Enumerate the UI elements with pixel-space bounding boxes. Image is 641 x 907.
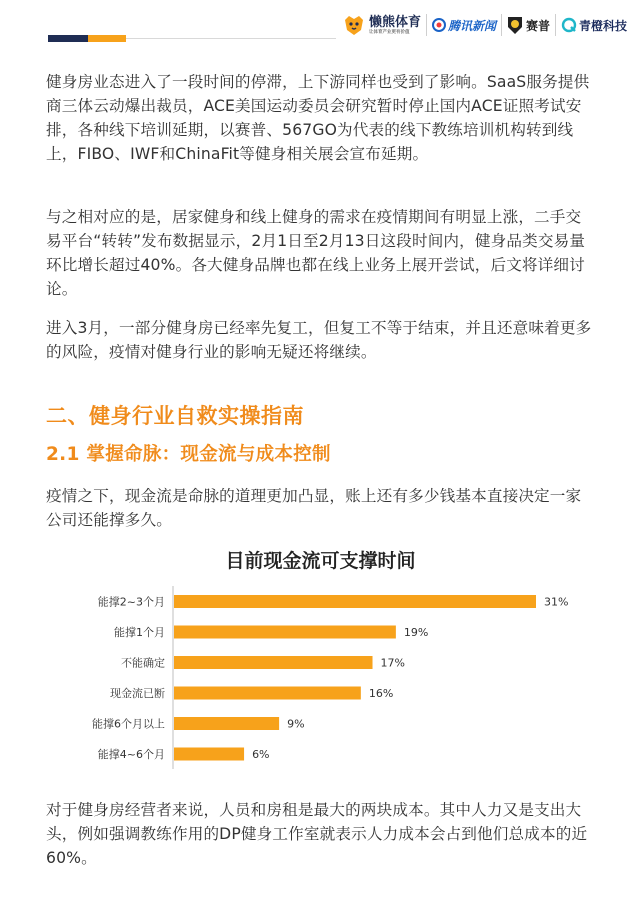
chart-value-label: 16% [368,687,394,700]
saipu-logo [507,15,550,35]
bar-chart-plot [0,580,641,775]
qingcheng-logo-name: 青橙科技 [579,18,628,33]
subsection-heading-cash-flow: 2.1 掌握命脉：现金流与成本控制 [46,444,331,465]
chart-bar [174,748,244,761]
cash-flow-chart [0,540,641,780]
chart-value-label: 6% [252,748,270,761]
qingcheng-logo [561,17,627,34]
chart-bar [174,717,279,730]
paragraph-cash-flow-lifeline: 疫情之下，现金流是命脉的道理更加凸显，账上还有多少钱基本直接决定一家公司还能撑多久。 [46,487,582,529]
chart-value-label: 31% [544,595,569,609]
logo-divider [426,14,427,36]
chart-value-label: 17% [380,656,405,670]
bear-icon [342,13,366,37]
lanxiong-logo [342,13,421,37]
chart-bar [174,656,373,669]
chart-bar [174,687,361,700]
header-accent-bar-orange [88,35,126,42]
saipu-shield-icon [507,15,523,35]
logo-divider [555,14,556,36]
chart-bar [174,626,396,639]
lanxiong-logo-name: 懒熊体育 [369,14,422,30]
paragraph-industry-stagnation: 健身房业态进入了一段时间的停滞，上下游同样也受到了影响。SaaS服务提供商三体云动爆出裁员，ACE美国运动委员会研究暂时停止国内ACE证照考试安排，各种线下培训延期，以赛普、567GO为代表的线下教练培训机构转到线上，FIBO、IWF和ChinaFit等健身相关展会宣布延期。 [46,73,590,163]
page-header [0,0,641,50]
section-heading-self-rescue-guide: 二、健身行业自救实操指南 [46,404,304,428]
chart-category-label: 现金流已断 [110,687,165,700]
logo-divider [501,14,502,36]
chart-value-label: 19% [403,626,429,639]
paragraph-cost-structure: 对于健身房经营者来说，人员和房租是最大的两块成本。其中人力又是支出大头，例如强调教练作用的DP健身工作室就表示人力成本会占到他们总成本的近60%。 [46,801,588,867]
chart-value-label: 9% [287,717,305,731]
qingcheng-q-icon [561,17,577,33]
tencent-news-logo [432,17,496,34]
partner-logos [342,13,627,37]
tencent-news-icon [432,18,446,32]
tencent-news-logo-name: 腾讯新闻 [448,18,497,33]
chart-category-label: 能撑1个月 [114,626,165,639]
lanxiong-logo-slogan: 让体育产业更有价值 [369,29,410,35]
chart-category-label: 能撑2~3个月 [97,595,165,609]
paragraph-home-fitness-demand: 与之相对应的是，居家健身和线上健身的需求在疫情期间有明显上涨，二手交易平台“转转”发布数据显示，2月1日至2月13日这段时间内，健身品类交易量环比增长超过40%。各大健身品牌也都在线上业务上展开尝试，后文将详细讨论。 [46,208,586,298]
chart-bar [174,595,536,608]
chart-category-label: 能撑4~6个月 [97,748,165,761]
chart-title: 目前现金流可支撑时间 [225,550,416,572]
paragraph-march-reopening: 进入3月，一部分健身房已经率先复工，但复工不等于结束，并且还意味着更多的风险，疫情对健身行业的影响无疑还将继续。 [46,319,592,361]
header-divider-line [126,38,336,39]
saipu-logo-name: 赛普 [526,18,551,33]
chart-category-label: 能撑6个月以上 [92,717,165,731]
chart-category-label: 不能确定 [121,656,165,670]
header-accent-bar-navy [48,35,88,42]
